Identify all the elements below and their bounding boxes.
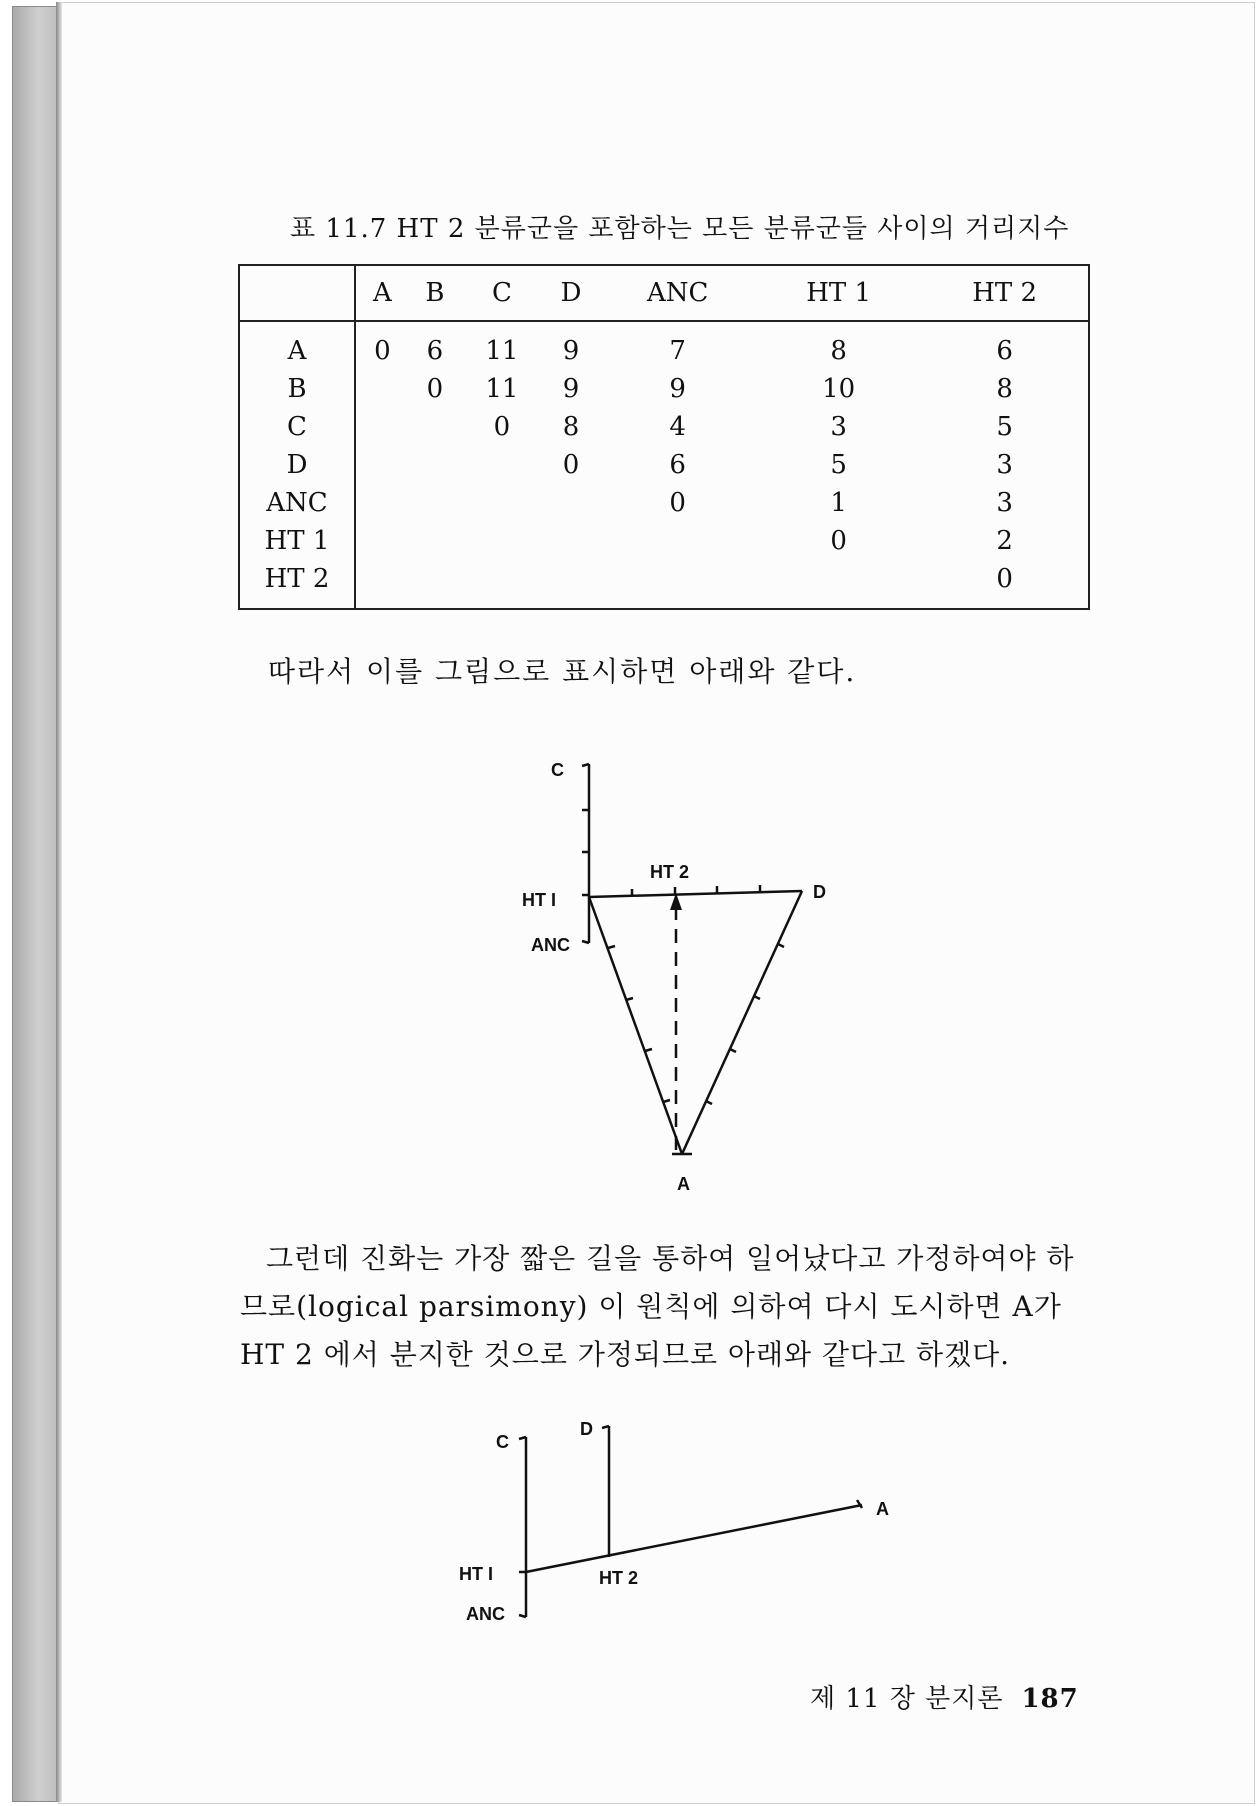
label-ht1: HT I — [522, 890, 556, 910]
table-cell: 9 — [562, 336, 580, 366]
table-cell: 0 — [374, 336, 391, 366]
table-cell: 3 — [996, 488, 1013, 518]
page-number: 187 — [1021, 1684, 1079, 1714]
label-ht2: HT 2 — [650, 862, 690, 882]
column-header: C — [461, 265, 543, 321]
table-cell: 9 — [562, 374, 580, 404]
table-cell: 8 — [996, 374, 1013, 404]
table-cell: 3 — [830, 412, 847, 442]
row-header: A — [239, 321, 355, 370]
column-header: B — [409, 265, 461, 321]
page-footer — [810, 1678, 1079, 1715]
label-ht2-2: HT 2 — [599, 1568, 639, 1588]
table-cell: 6 — [996, 336, 1013, 366]
row-header: C — [239, 408, 355, 446]
table-cell: 0 — [426, 374, 444, 404]
table-cell: 10 — [822, 374, 856, 404]
label-anc-2: ANC — [466, 1604, 505, 1624]
table-cell: 0 — [830, 526, 847, 556]
table-cell: 3 — [996, 450, 1013, 480]
label-a-2: A — [876, 1499, 889, 1519]
row-header: ANC — [239, 484, 355, 522]
column-header: A — [355, 265, 409, 321]
paragraph-line: HT 2 에서 분지한 것으로 가정되므로 아래와 같다고 하겠다. — [240, 1338, 1011, 1371]
paragraph-line: 므로(logical parsimony) 이 원칙에 의하여 다시 도시하면 A가 — [240, 1290, 1062, 1323]
table-cell: 5 — [830, 450, 847, 480]
table-cell: 0 — [669, 488, 686, 518]
paragraph-line: 그런데 진화는 가장 짧은 길을 통하여 일어났다고 가정하여야 하 — [266, 1242, 1075, 1275]
label-d-2: D — [580, 1419, 593, 1439]
row-header: HT 1 — [239, 522, 355, 560]
chapter-title: 제 11 장 분지론 — [810, 1684, 1004, 1714]
table-cell: 11 — [485, 336, 519, 366]
label-ht1-2: HT I — [459, 1564, 493, 1584]
column-header: HT 2 — [921, 265, 1089, 321]
body-paragraph-1: 따라서 이를 그림으로 표시하면 아래와 같다. — [268, 655, 857, 688]
label-anc: ANC — [531, 935, 570, 955]
row-header: HT 2 — [239, 560, 355, 609]
table-cell: 6 — [669, 450, 686, 480]
table-cell: 9 — [669, 374, 686, 404]
table-cell: 2 — [996, 526, 1013, 556]
column-header: D — [543, 265, 600, 321]
table-cell: 8 — [830, 336, 847, 366]
row-header: B — [239, 370, 355, 408]
column-header: ANC — [599, 265, 756, 321]
table-cell: 4 — [669, 412, 686, 442]
table-cell: 1 — [830, 488, 847, 518]
row-header: D — [239, 446, 355, 484]
label-d: D — [813, 882, 826, 902]
label-a: A — [677, 1174, 690, 1194]
branch-ht1-a — [526, 1505, 862, 1572]
label-c: C — [551, 760, 564, 780]
label-c-2: C — [496, 1432, 509, 1452]
table-cell: 11 — [485, 374, 519, 404]
table-cell: 8 — [562, 412, 580, 442]
table-caption: 표 11.7 HT 2 분류군을 포함하는 모든 분류군들 사이의 거리지수 — [290, 214, 1070, 244]
table-cell: 6 — [426, 336, 444, 366]
table-cell: 7 — [669, 336, 686, 366]
table-cell: 0 — [996, 564, 1013, 594]
table-cell: 5 — [996, 412, 1013, 442]
column-header: HT 1 — [756, 265, 921, 321]
table-cell: 0 — [562, 450, 580, 480]
table-cell: 0 — [493, 412, 511, 442]
